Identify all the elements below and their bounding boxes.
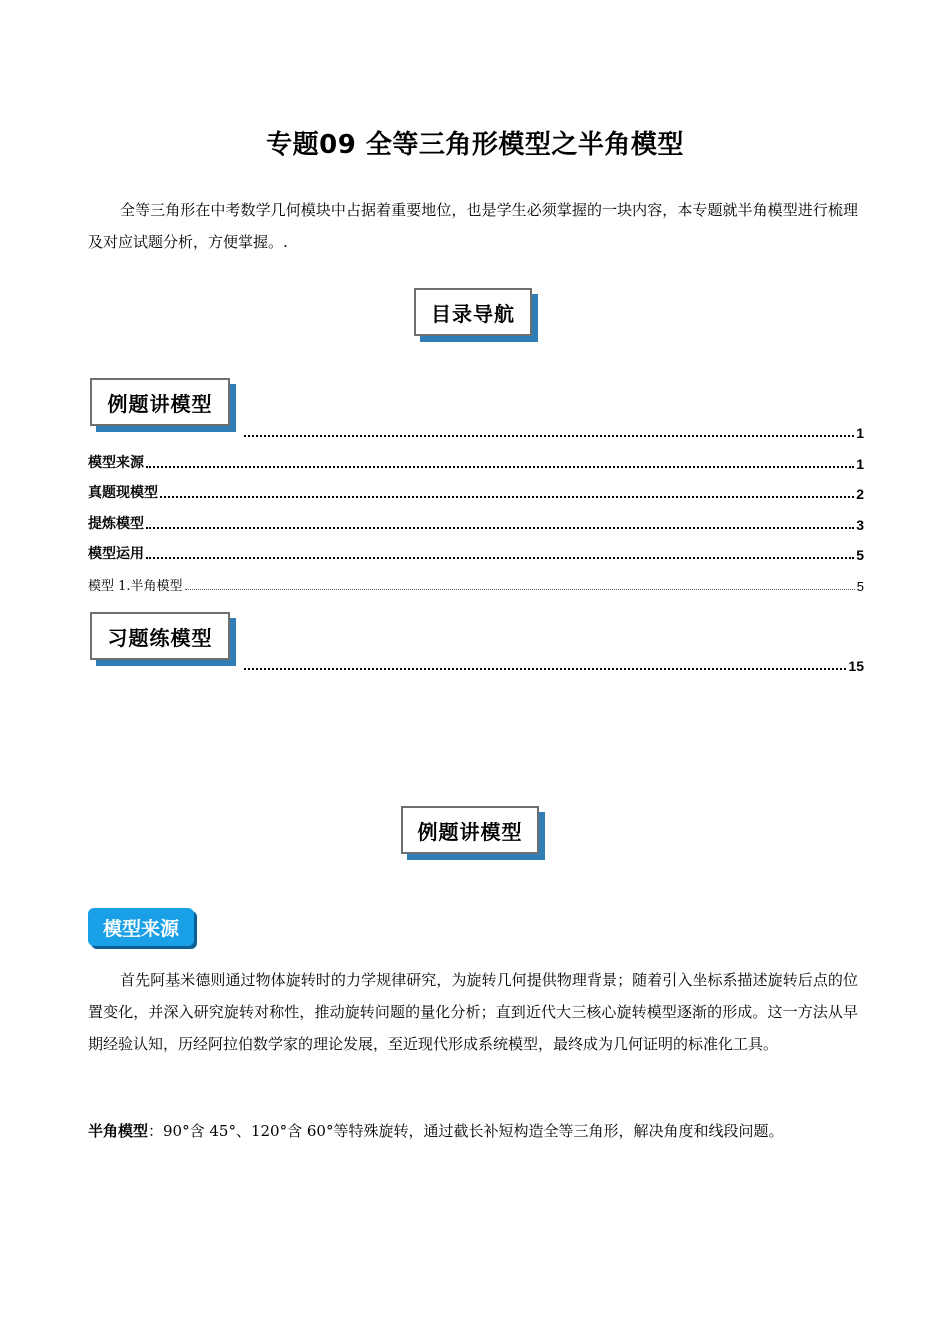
- toc-item-real-exam[interactable]: [88, 482, 864, 502]
- model-source-label: 模型来源: [102, 917, 179, 940]
- definition-line: [88, 1118, 783, 1144]
- toc-leader: [244, 434, 854, 437]
- toc-page-number: 3: [856, 517, 864, 533]
- toc-page-number: 2: [856, 486, 864, 502]
- intro-text: 全等三角形在中考数学几何模块中占据着重要地位，也是学生必须掌握的一块内容，本专题就半角模型进行梳理及对应试题分析，方便掌握。.: [88, 201, 858, 251]
- definition-label: 半角模型: [88, 1122, 149, 1140]
- model-source-tag: [88, 908, 194, 946]
- toc-page-number: 1: [856, 425, 864, 441]
- toc-item-label: 模型运用: [88, 546, 144, 562]
- toc-leader: [146, 465, 854, 468]
- definition-text: ：90°含 45°、120°含 60°等特殊旋转，通过截长补短构造全等三角形，解决角度和线段问题。: [148, 1122, 784, 1140]
- toc-item-refine-model[interactable]: [88, 513, 864, 533]
- toc-heading-box: [414, 288, 532, 336]
- source-paragraph: [88, 964, 858, 1060]
- toc-leader: [185, 588, 855, 590]
- toc-section2-line[interactable]: [242, 654, 864, 674]
- toc-item-model-usage[interactable]: [88, 543, 864, 563]
- toc-leader: [146, 556, 854, 559]
- toc-leader: [244, 667, 846, 670]
- toc-page-number: 1: [856, 456, 864, 472]
- toc-page-number: 5: [856, 579, 864, 594]
- toc-section2-label: 习题练模型: [107, 625, 213, 650]
- toc-leader: [146, 526, 854, 529]
- toc-section1-box[interactable]: [90, 378, 230, 426]
- toc-item-label: 真题现模型: [88, 485, 158, 501]
- toc-heading: 目录导航: [431, 301, 515, 326]
- intro-paragraph: [88, 194, 858, 258]
- page-title: 专题09 全等三角形模型之半角模型: [266, 130, 684, 160]
- toc-section2-box[interactable]: [90, 612, 230, 660]
- toc-page-number: 15: [848, 658, 864, 674]
- toc-leader: [160, 495, 854, 498]
- toc-item-half-angle[interactable]: [88, 574, 864, 594]
- toc-item-model-source[interactable]: [88, 452, 864, 472]
- section-heading-box: [401, 806, 539, 854]
- toc-page-number: 5: [856, 547, 864, 563]
- toc-section1-line[interactable]: [242, 421, 864, 441]
- toc-item-label: 模型 1.半角模型: [88, 579, 183, 594]
- toc-item-label: 模型来源: [88, 455, 144, 471]
- section-heading: 例题讲模型: [417, 819, 523, 844]
- source-text: 首先阿基米德则通过物体旋转时的力学规律研究，为旋转几何提供物理背景；随着引入坐标系描述旋转后点的位置变化，并深入研究旋转对称性，推动旋转问题的量化分析；直到近代大三核心旋转模型逐渐的形成。这一方法从早期经验认知，历经阿拉伯数学家的理论发展，至近现代形成系统模型，最终成为几何证明的标准化工具。: [88, 971, 858, 1053]
- toc-section1-label: 例题讲模型: [107, 391, 213, 416]
- toc-item-label: 提炼模型: [88, 516, 144, 532]
